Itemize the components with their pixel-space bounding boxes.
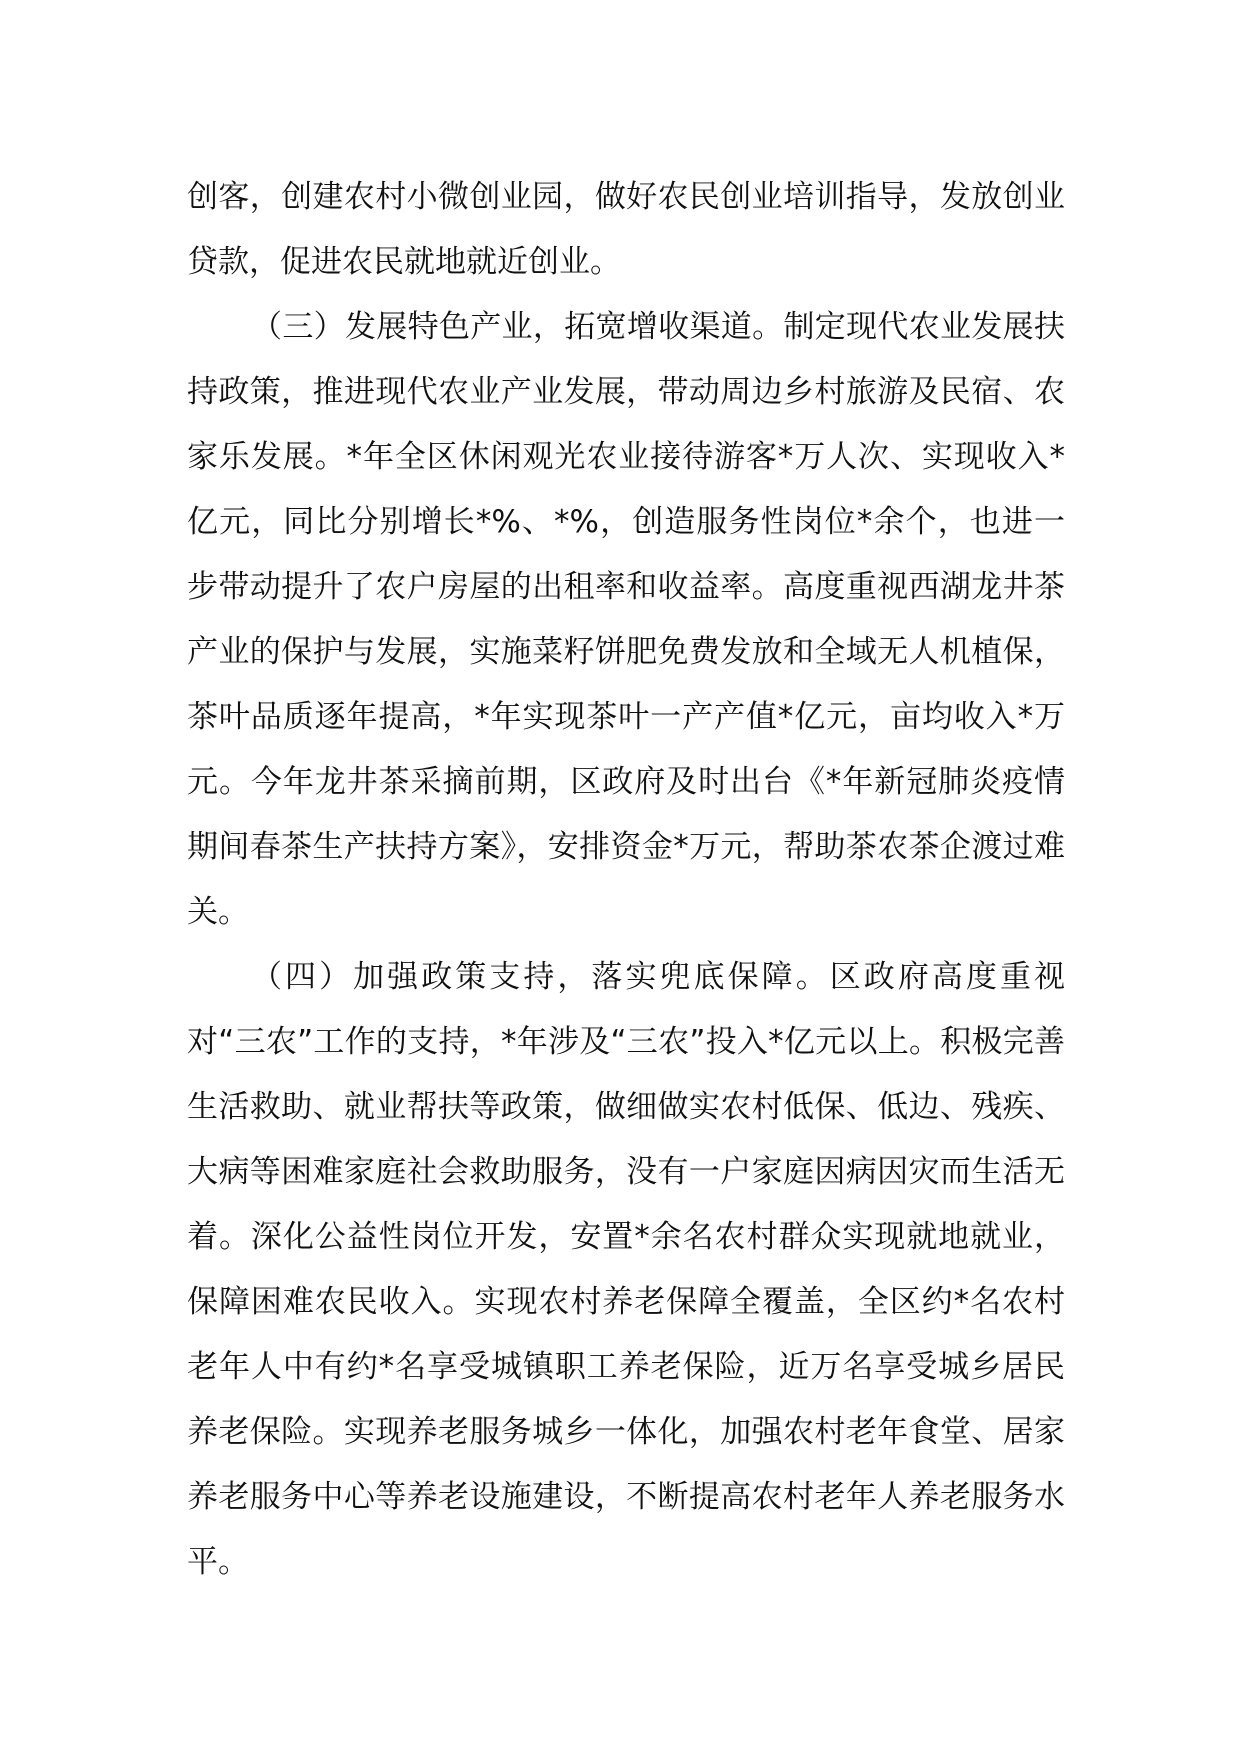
- paragraph-continuation: 创客，创建农村小微创业园，做好农民创业培训指导，发放创业贷款，促进农民就地就近创业。: [187, 179, 1065, 280]
- paragraph-section-three: （三）发展特色产业，拓宽增收渠道。制定现代农业发展扶持政策，推进现代农业产业发展，带动周边乡村旅游及民宿、农家乐发展。*年全区休闲观光农业接待游客*万人次、实现收入*亿元，同比分别增长*%、*%，创造服务性岗位*余个，也进一步带动提升了农户房屋的出租率和收益率。高度重视西湖龙井茶产业的保护与发展，实施菜籽饼肥免费发放和全域无人机植保，茶叶品质逐年提高，*年实现茶叶一产产值*亿元，亩均收入*万元。今年龙井茶采摘前期，区政府及时出台《*年新冠肺炎疫情期间春茶生产扶持方案》，安排资金*万元，帮助茶农茶企渡过难关。: [187, 309, 1065, 930]
- document-body: [187, 165, 1065, 1595]
- paragraph-section-four: （四）加强政策支持，落实兜底保障。区政府高度重视对“三农”工作的支持，*年涉及“三农”投入*亿元以上。积极完善生活救助、就业帮扶等政策，做细做实农村低保、低边、残疾、大病等困难家庭社会救助服务，没有一户家庭因病因灾而生活无着。深化公益性岗位开发，安置*余名农村群众实现就地就业，保障困难农民收入。实现农村养老保障全覆盖，全区约*名农村老年人中有约*名享受城镇职工养老保险，近万名享受城乡居民养老保险。实现养老服务城乡一体化，加强农村老年食堂、居家养老服务中心等养老设施建设，不断提高农村老年人养老服务水平。: [187, 959, 1065, 1580]
